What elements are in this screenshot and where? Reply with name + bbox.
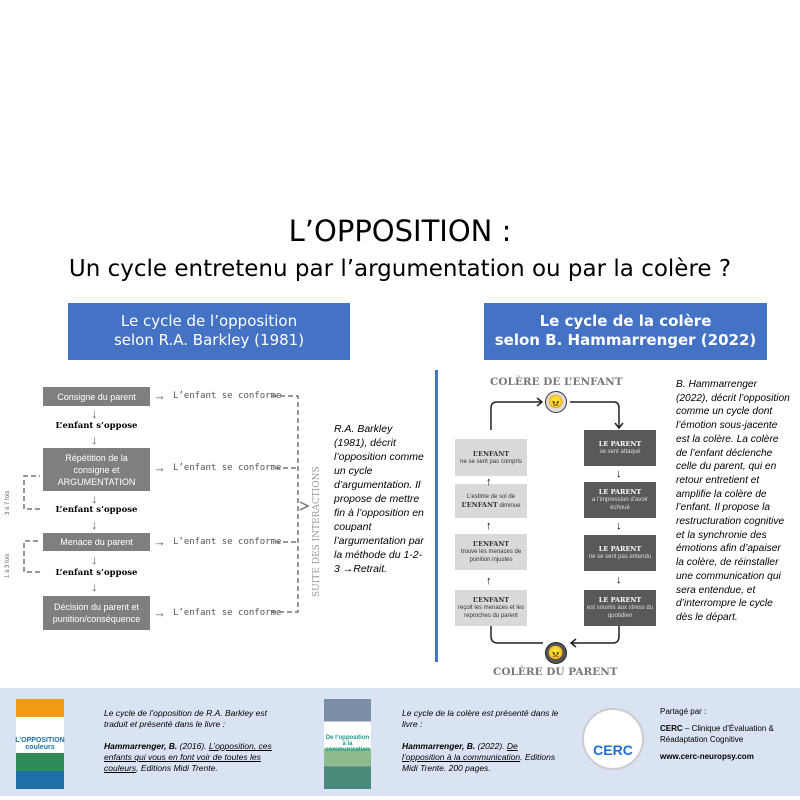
loop-count-2: 1 à 3 fois [5,553,11,578]
step-repetition: Répétition de la consigne et ARGUMENTATION [43,448,150,491]
arrow-right-icon: → [153,605,166,620]
angry-child-face-icon: 😠 [545,391,567,413]
book1-intro: Le cycle de l’opposition de R.A. Barkley est traduit et présenté dans le livre : [104,708,268,729]
parent-box [584,590,656,626]
child-box-text: diminue [499,502,521,509]
right-header-line2: selon B. Hammarrenger (2022) [494,331,757,349]
book1-cover: L’OPPOSITION couleurs [16,699,64,789]
parent-box-text: ne se sent pas entendu [588,554,652,560]
parent-box-title: LE PARENT [598,545,642,553]
arrow-down-icon: ↓ [616,574,622,586]
arrow-down-icon: ↓ [91,517,98,532]
dashed-connectors [0,380,320,640]
left-header-line2: selon R.A. Barkley (1981) [113,331,305,349]
arrow-right-icon: → [153,388,166,403]
divider [435,370,438,662]
right-header-line1: Le cycle de la colère [539,312,712,330]
footer [0,688,800,796]
parent-box-text: est soumis aux stress du quotidien [586,605,654,619]
child-box [455,439,527,476]
share-info [660,706,795,762]
right-header [484,303,767,360]
conforme-label: L’enfant se conforme [173,391,282,401]
child-box-title: L’ENFANT [472,449,510,458]
arrow-down-icon: ↓ [91,432,98,447]
share-label: Partagé par : [660,707,707,716]
book2-author: Hammarrenger, B. [402,741,476,751]
suite-interactions-label: SUITE DES INTERACTIONS [312,466,322,597]
arrow-down-icon: ↓ [91,406,98,421]
step-decision: Décision du parent et punition/conséquence [43,596,150,630]
oppose-label: L’enfant s’oppose [55,505,138,515]
left-header [68,303,350,360]
left-header-line1: Le cycle de l’opposition [120,312,298,330]
book2-info [402,708,562,774]
arrow-up-icon: ↑ [486,520,492,532]
parent-box-title: LE PARENT [598,440,642,448]
conforme-label: L’enfant se conforme [173,537,282,547]
book2-cover: De l’opposition à la communication [324,699,371,789]
oppose-label: L’enfant s’oppose [55,421,138,431]
parent-box-text: se sent attaqué [599,449,641,455]
org-short: CERC [660,724,683,733]
book1-title: L’opposition, ces enfants qui vous en font voir de toutes les couleurs [104,741,272,773]
arrow-up-icon: ↑ [486,476,492,488]
arrow-down-icon: ↓ [91,579,98,594]
book2-publisher: . Editions Midi Trente. 200 pages. [402,752,556,773]
conforme-label: L’enfant se conforme [173,463,282,473]
page-title: L’OPPOSITION : [288,214,512,248]
step-menace: Menace du parent [43,533,150,551]
org-name: – Clinique d’Évaluation & Réadaptation Cognitive [660,724,774,744]
parent-box-title: LE PARENT [598,488,642,496]
child-box-text: ne se sent pas compris [460,458,522,465]
cycle-arrows [440,380,680,680]
colere-parent-label: COLÈRE DU PARENT [493,666,618,678]
child-box-title: L’ENFANT [472,596,510,604]
arrow-down-icon: ↓ [91,491,98,506]
parent-box [584,535,656,571]
oppose-label: L’enfant s’oppose [55,568,138,578]
book2-year: (2022). [477,741,505,751]
child-box-title: L’ENFANT [461,500,498,509]
angry-parent-face-icon: 😠 [545,642,567,664]
conforme-label: L’enfant se conforme [173,608,282,618]
arrow-right-icon: → [153,534,166,549]
child-box-text: L’estime de soi de [466,493,516,500]
parent-box-text: a l’impression d’avoir échoué [591,497,649,511]
child-box [455,484,527,518]
book1-info [104,708,279,774]
child-box-text: trouve les menaces de punition injustes [460,549,522,563]
book2-title: De l’opposition à la communication [402,741,521,762]
colere-enfant-label: COLÈRE DE L’ENFANT [490,376,623,388]
child-box-text: reçoit les menaces et les reproches du parent [457,605,525,619]
book1-publisher: , Editions Midi Trente. [136,763,218,773]
child-box [455,590,527,626]
barkley-description: R.A. Barkley (1981), décrit l’opposition comme un cycle d’argumentation. Il propose de mettre fin à l’opposition en coupant l’argumentation par la méthode du 1-2-3 →Retrait. [334,423,424,575]
hammarrenger-description: B. Hammarrenger (2022), décrit l’opposition comme un cycle dont l’émotion sous-jacente est la colère. La colère de l’enfant déclenche celle du parent, qui en retour entretient et amplifie la colère de l’enfant. Il propose la restructuration cognitive et la synchronie des émotions afin d’apaiser la colère, de réinstaller une communication qui sera entendue, et d’interrompre le cycle dès le départ. [676,379,790,623]
loop-count-1: 3 à 7 fois [5,490,11,515]
book1-year: (2016). [179,741,207,751]
parent-box-title: LE PARENT [598,596,642,604]
arrow-up-icon: ↑ [486,575,492,587]
arrow-right-icon: → [153,460,166,475]
org-url[interactable]: www.cerc-neuropsy.com [660,752,754,761]
child-box [455,534,527,570]
arrow-down-icon: ↓ [616,468,622,480]
page-subtitle: Un cycle entretenu par l’argumentation ou par la colère ? [68,256,732,282]
parent-box [584,482,656,518]
cerc-logo: CERC [582,708,644,770]
book2-intro: Le cycle de la colère est présenté dans le livre : [402,708,559,729]
parent-box [584,430,656,466]
book1-author: Hammarrenger, B. [104,741,178,751]
step-consigne: Consigne du parent [43,387,150,406]
child-box-title: L’ENFANT [472,540,510,548]
arrow-down-icon: ↓ [616,520,622,532]
arrow-down-icon: ↓ [91,552,98,567]
